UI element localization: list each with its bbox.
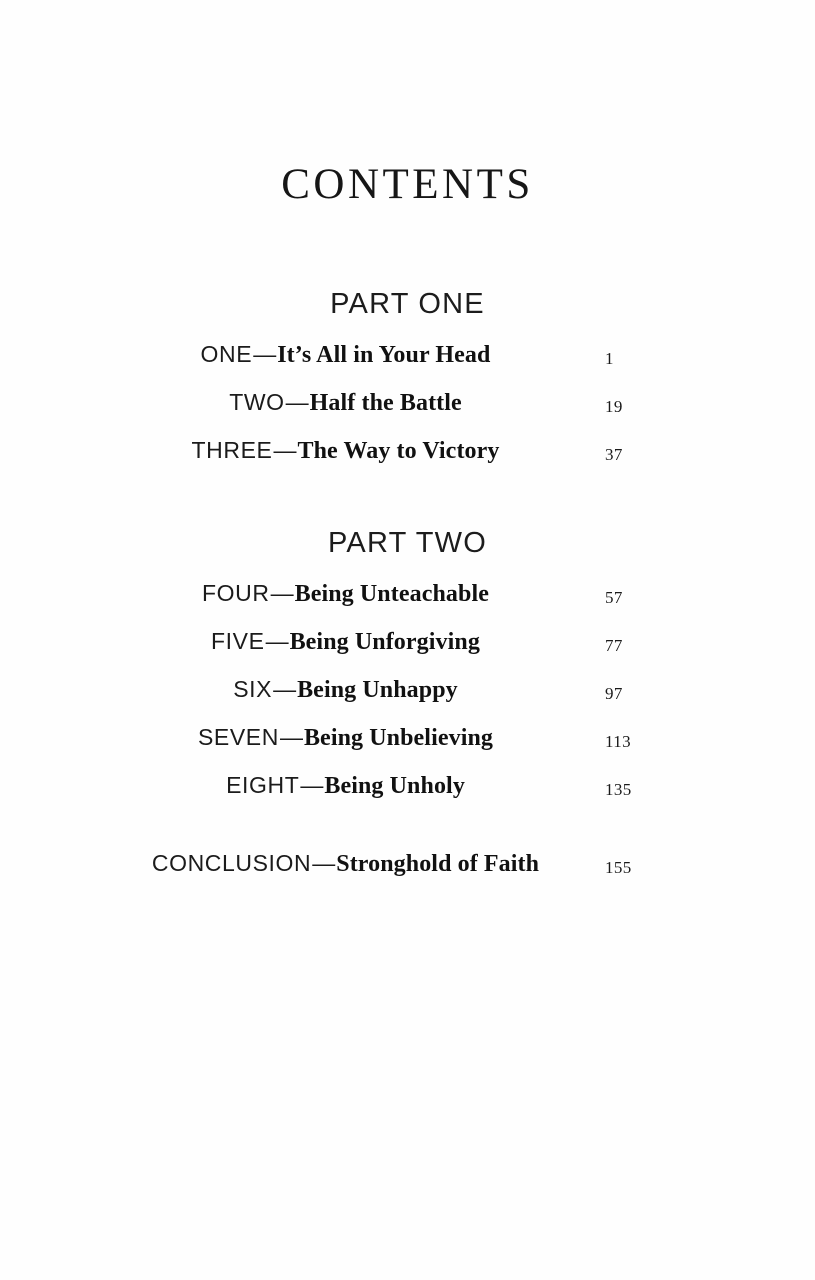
toc-entry[interactable]: [0, 726, 815, 774]
toc-entry-page-number: 1: [605, 349, 614, 368]
toc-entry-title: Being Unholy: [324, 773, 465, 799]
toc-entry[interactable]: [0, 343, 815, 391]
toc-entry-title: Being Unhappy: [297, 677, 458, 703]
toc-entry-text: [198, 726, 493, 750]
toc-entry-text: [201, 343, 491, 367]
toc-entry-dash: —: [312, 850, 336, 876]
toc-entry-title: Stronghold of Faith: [336, 851, 540, 877]
toc-entry-number: CONCLUSION: [151, 850, 312, 876]
toc-entry-title: Being Unteachable: [294, 581, 489, 607]
toc-entry-dash: —: [285, 389, 309, 415]
toc-entry[interactable]: [0, 439, 815, 487]
toc-entry[interactable]: [0, 774, 815, 822]
toc-entry-text: [152, 852, 539, 876]
toc-entry-number: ONE: [200, 341, 253, 367]
toc-entry-number: SIX: [233, 676, 273, 702]
toc-entry-text: [202, 582, 489, 606]
toc-entry-number: TWO: [229, 389, 285, 415]
part-two-heading: PART TWO: [328, 527, 487, 559]
toc-entry-dash: —: [253, 341, 277, 367]
toc-entry-title: It’s All in Your Head: [277, 342, 491, 368]
toc-entry[interactable]: [0, 678, 815, 726]
toc-entry-text: [211, 630, 480, 654]
toc-entry-number: EIGHT: [226, 772, 300, 798]
toc-entry-text: [233, 678, 458, 702]
toc-entry-page-number: 57: [605, 588, 623, 607]
toc-entry[interactable]: [0, 630, 815, 678]
toc-entry-number: FIVE: [211, 628, 265, 654]
toc-entry-page-number: 37: [605, 445, 623, 464]
toc-entry-number: FOUR: [202, 580, 270, 606]
toc-entry-dash: —: [273, 437, 297, 463]
toc-entry-page-number: 155: [605, 858, 632, 877]
toc-entry-dash: —: [270, 580, 294, 606]
toc-entry-title: Being Unbelieving: [303, 725, 494, 751]
toc-entry-text: [229, 391, 462, 415]
toc-entry-dash: —: [265, 628, 289, 654]
page-title: CONTENTS: [281, 161, 534, 208]
toc-entry-title: Being Unforgiving: [289, 629, 480, 655]
toc-entry-dash: —: [300, 772, 324, 798]
toc-entry-dash: —: [279, 724, 303, 750]
toc-entry-page-number: 77: [605, 636, 623, 655]
toc-entry-text: [226, 774, 465, 798]
toc-entry-page-number: 113: [605, 732, 632, 751]
toc-entry-number: SEVEN: [197, 724, 279, 750]
toc-entry[interactable]: [0, 391, 815, 439]
toc-entry[interactable]: [0, 582, 815, 630]
toc-entry-page-number: 97: [605, 684, 623, 703]
toc-entry-dash: —: [273, 676, 297, 702]
toc-entry-title: Half the Battle: [309, 390, 462, 416]
table-of-contents: [0, 288, 815, 900]
toc-entry-conclusion[interactable]: [0, 852, 815, 900]
toc-entry-page-number: 135: [605, 780, 632, 799]
toc-entry-page-number: 19: [605, 397, 623, 416]
toc-entry-title: The Way to Victory: [297, 438, 500, 464]
toc-entry-number: THREE: [191, 437, 273, 463]
part-one-heading: PART ONE: [330, 288, 485, 320]
toc-entry-text: [192, 439, 500, 463]
